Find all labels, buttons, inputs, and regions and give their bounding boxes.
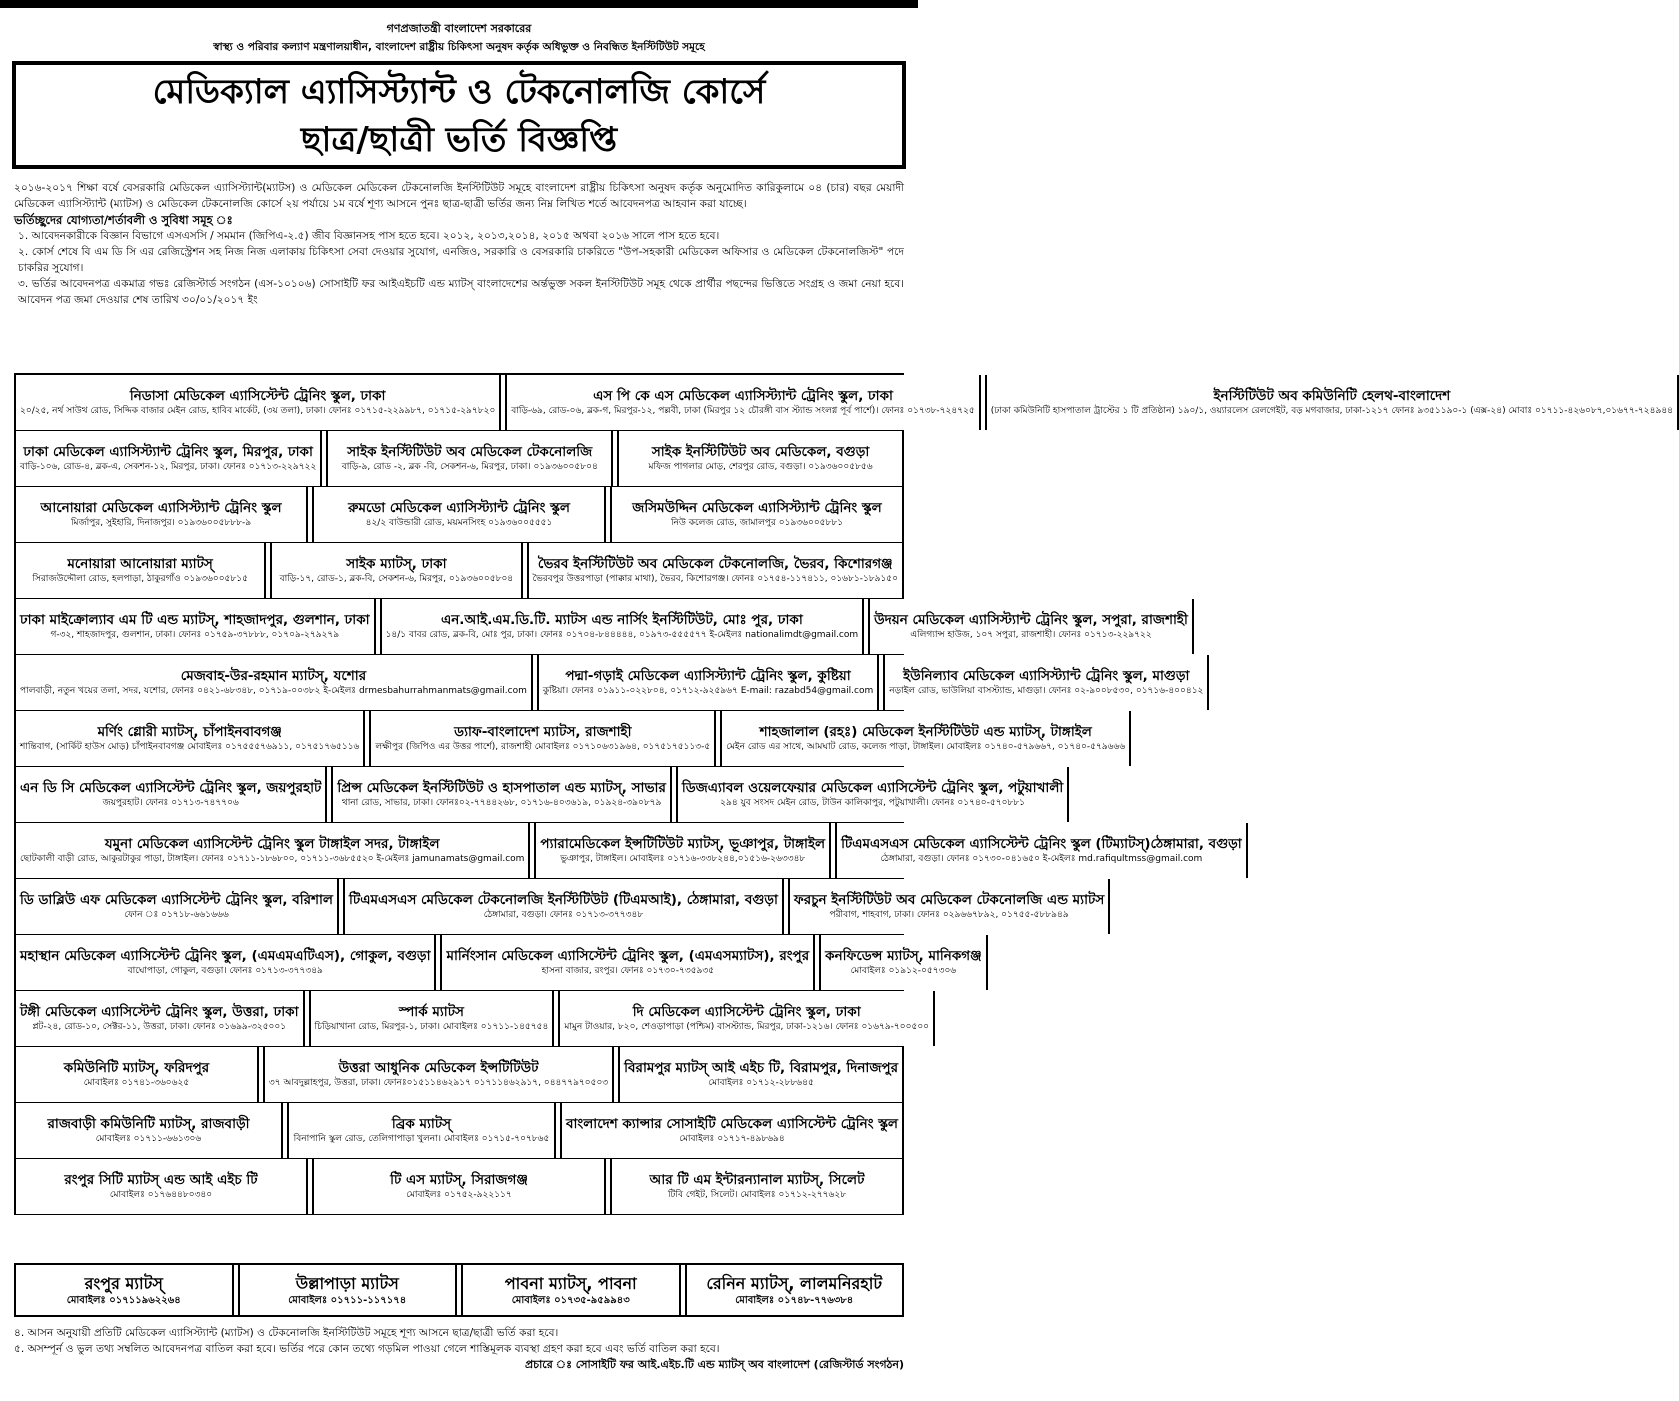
institute-cell	[534, 823, 831, 878]
institute-name: পদ্মা-গড়াই মেডিকেল এ্যাসিস্ট্যান্ট ট্রেনিং স্কুল, কুষ্টিয়া	[565, 668, 851, 684]
institute-name: আনোয়ারা মেডিকেল এ্যাসিস্ট্যান্ট ট্রেনিং স্কুল	[40, 500, 282, 516]
institute-address: ঠেঙ্গামারা, বগুড়া। ফোনঃ ০১৭৩০-০৪১৬৫০ ই-মেইলঃ md.rafiqultmss@gmail.com	[880, 854, 1203, 864]
institute-row	[14, 767, 1064, 823]
publisher-line: প্রচারে ঃ সোসাইটি ফর আই.এইচ.টি এন্ড ম্যাটস্ অব বাংলাদেশ (রেজিস্টার্ড সংগঠন)	[524, 1358, 904, 1371]
condition-3: ৩. ভর্তির আবেদনপত্র একমাত্র গভঃ রেজিস্টার্ড সংগঠন (এস-১০১০৬) সোসাইটি ফর আইএইচটি এন্ড ম্যাটস্ বাংলাদেশের অর্ন্তভুক্ত সকল ইনস্টিটিউট সমূহ থেকে প্রার্থীর পছন্দের ভিত্তিতে সংগ্রহ ও জমা নেয়া হবে। আবেদন পত্র জমা দেওয়ার শেষ তারিখ ৩০/০১/২০১৭ ইং	[18, 278, 904, 306]
institute-cell	[685, 1265, 905, 1315]
institute-name: টিএমএসএস মেডিকেল টেকনোলজি ইনস্টিটিউট (টিএমআই), ঠেঙ্গামারা, বগুড়া	[349, 892, 778, 908]
institute-address: মেইন রোড এর সাথে, আমঘাট রোড, কলেজ পাড়া, টাঙ্গাইল। মোবাইলঃ ০১৭৪০-৫৭৯৬৬৭, ০১৭৪০-৫৭৯৬৬৬	[726, 742, 1126, 752]
institute-name: কমিউনিটি ম্যাটস্, ফরিদপুর	[63, 1060, 210, 1076]
institute-cell	[537, 655, 879, 710]
institute-row	[14, 823, 1242, 879]
institute-cell	[312, 1159, 606, 1214]
institute-name: ঢাকা মেডিকেল এ্যাসিস্ট্যান্ট ট্রেনিং স্কুল, মিরপুর, ঢাকা	[23, 444, 313, 460]
institute-address: বাড়ি-৯, রোড -২, ব্লক -বি, সেকশন-৬, মিরপুর, ঢাকা। ০১৯৩৬০০৫৮০৪	[341, 462, 598, 472]
institute-name: ইনস্টিটিউট অব কমিউনিটি হেলথ-বাংলাদেশ	[1213, 388, 1451, 404]
institute-name: রেনিন ম্যাটস্, লালমনিরহাট	[706, 1274, 883, 1293]
institute-address: মির্জাপুর, সুইহারি, দিনাজপুর। ০১৯৩৬০০৫৮৮৮-৯	[70, 518, 252, 528]
institute-name: এন.আই.এম.ডি.টি. ম্যাটস এন্ড নার্সিং ইনস্টিটিউট, মোঃ পুর, ঢাকা	[440, 612, 803, 628]
intro-paragraph: ২০১৬-২০১৭ শিক্ষা বর্ষে বেসরকারি মেডিকেল এ্যাসিস্ট্যান্ট(ম্যাটস) ও মেডিকেল মেডিকেল টেকনোলজি ইনস্টিটিউট সমূহে বাংলাদেশ রাষ্ট্রীয় চিকিৎসা অনুষদ কর্তৃক অনুমোদিত কারিকুলামে ০৪ (চার) বছর মেয়াদী মেডিকেল এ্যাসিস্ট্যান্ট (ম্যাটস) ও মেডিকেল টেকনোলজি কোর্সে ২য় পর্যায়ে ১ম বর্ষে শূণ্য আসনে পুনঃ ছাত্র-ছাত্রী ভর্তির জন্য নিম্ন লিখিত শর্তে আবেদনপত্র আহবান করা যাচ্ছে।	[14, 182, 904, 210]
institute-name: উদয়ন মেডিকেল এ্যাসিস্ট্যান্ট ট্রেনিং স্কুল, সপুরা, রাজশাহী	[874, 612, 1188, 628]
institute-address: মফিজ পাগলার মোড়, শেরপুর রোড, বগুড়া। ০১৯৩৬০০৫৮৫৬	[648, 462, 873, 472]
institute-cell	[312, 487, 606, 542]
title-line-2: ছাত্র/ছাত্রী ভর্তি বিজ্ঞপ্তি	[300, 120, 618, 160]
institute-address: মোবাইলঃ ০১৭১২-২৮৮৬৪৫	[708, 1078, 814, 1088]
institute-address: থানা রোড, সাভার, ঢাকা। ফোনঃ০২-৭৭৪৪২৬৮, ০১৭১৬-৪০৩৬১৯, ০১৯২৪-৩৯০৮৭৯	[341, 798, 662, 808]
institute-address: ৩৭ আবদুল্লাহপুর, উত্তরা, ঢাকা। ফোনঃ০১৫১১৪৬২৯১৭ ০১৭১১৪৬২৯১৭, ০৪৪৭৭৯৭০৫০৩	[268, 1078, 609, 1088]
institute-name: আর টি এম ইন্টারন্যানাল ম্যাটস্, সিলেট	[649, 1172, 865, 1188]
institute-name: সাইক ইনস্টিটিউট অব মেডিকেল, বগুড়া	[651, 444, 870, 460]
institute-cell	[618, 1047, 904, 1102]
institute-cell	[14, 543, 266, 598]
institute-name: টঙ্গী মেডিকেল এ্যাসিস্টেন্ট ট্রেনিং স্কুল, উত্তরা, ঢাকা	[20, 1004, 299, 1020]
institute-name: প্রিন্স মেডিকেল ইনস্টিটিউট ও হাসপাতাল এন্ড ম্যাটস্, সাভার	[337, 780, 666, 796]
institute-address: বাড়ি-১০৬, রোড-৪, ব্লক-এ, সেকশন-১২, মিরপুর, ঢাকা। ফোনঃ ০১৭১৩-২২৯৭২২	[20, 462, 317, 472]
institute-cell	[14, 935, 436, 990]
institute-address: বিনাপানি স্কুল রোড, তেলিগাপাড়া খুলনা। মোবাইলঃ ০১৭১৫-৭০৭৮৬৫	[293, 1134, 550, 1144]
institute-name: ব্রিক ম্যাটস্	[391, 1116, 452, 1132]
institute-address: নড়াইল রোড, ভাউলিয়া বাসস্ট্যান্ড, মাগুড়া। ফোনঃ ০২-৯০০৮৫৩০, ০১৭১৬-৪০০৪১২	[889, 686, 1204, 696]
institute-address: গ-৩২, শাহজাদপুর, গুলশান, ঢাকা। ফোনঃ ০১৭৫৯-৩৭৮৮৮, ০১৭০৯-২৭৯২৭৯	[50, 630, 340, 640]
institute-name: সাইক ম্যাটস্, ঢাকা	[346, 556, 447, 572]
institute-cell	[610, 487, 904, 542]
institute-name: মহাস্থান মেডিকেল এ্যাসিস্টেন্ট ট্রেনিং স্কুল, (এমএমএটিএস), গোকুল, বগুড়া	[20, 948, 431, 964]
institute-name: বাংলাদেশ ক্যান্সার সোসাইটি মেডিকেল এ্যাসিস্টেন্ট ট্রেনিং স্কুল	[566, 1116, 898, 1132]
institute-address: হাসনা বাজার, রংপুর। ফোনঃ ০১৭৩০-৭৩৫৯৩৫	[541, 966, 715, 976]
institute-cell	[263, 1047, 614, 1102]
condition-2: ২. কোর্স শেষে বি এম ডি সি এর রেজিস্ট্রেশন সহ নিজ নিজ এলাকায় চিকিৎসা সেবা দেওয়ার সুযোগ, এনজিও, সরকারি ও বেসরকারি চাকরিতে "উপ-সহকারী মেডিকেল অফিসার ও মেডিকেল টেকনোলজিস্ট" পদে চাকরির সুযোগ।	[18, 246, 904, 274]
institute-name: জসিমউদ্দিন মেডিকেল এ্যাসিস্ট্যান্ট ট্রেনিং স্কুল	[632, 500, 882, 516]
institute-name: টি এস ম্যাটস্, সিরাজগঞ্জ	[390, 1172, 528, 1188]
institute-name: ডি ডাব্লিউ এফ মেডিকেল এ্যাসিস্টেন্ট ট্রেনিং স্কুল, বরিশাল	[20, 892, 333, 908]
institute-address: ৪২/২ বাউন্ডারী রোড, ময়মনসিংহ ০১৯৩৬০০৫৫৫১	[365, 518, 553, 528]
institute-address: মোবাইলঃ ০১৭১৭-৪৯৮৬৯৪	[679, 1134, 785, 1144]
ministry-line: স্বাস্থ্য ও পরিবার কল্যাণ মন্ত্রণালয়াধীন, বাংলাদেশ রাষ্ট্রীয় চিকিৎসা অনুষদ কর্তৃক অধিভুক্ত ও নিবন্ধিত ইনস্টিটিউট সমূহে	[213, 41, 705, 53]
institute-name: ড্যাফ-বাংলাদেশ ম্যাটস, রাজশাহী	[454, 724, 632, 740]
institute-cell	[331, 767, 672, 822]
institute-cell	[617, 431, 904, 486]
institute-name: উত্তরা আধুনিক মেডিকেল ইন্সটিটিউট	[338, 1060, 539, 1076]
institute-name: নিডাসা মেডিকেল এ্যাসিস্টেন্ট ট্রেনিং স্কুল, ঢাকা	[129, 388, 386, 404]
institute-name: উল্লাপাড়া ম্যাটস	[295, 1274, 399, 1293]
institute-cell	[788, 879, 1110, 934]
institute-address: মোবাইলঃ ০১৭১১-৬৬১৩০৬	[95, 1134, 202, 1144]
institute-name: দি মেডিকেল এ্যাসিস্টেন্ট ট্রেনিং স্কুল, ঢাকা	[632, 1004, 861, 1020]
footer-section	[14, 1325, 904, 1373]
institute-name: শাহজালাল (রহঃ) মেডিকেল ইনস্টিটিউট এন্ড ম্যাটস্, টাঙ্গাইল	[759, 724, 1092, 740]
institute-address: ১৪/১ বাবর রোড, ব্লক-বি, মোঃ পুর, ঢাকা। ফোনঃ ০১৭০৪-৮৪৪৪৪৪, ০১৯৭৩-৫৫৫৫৭৭ ই-মেইলঃ nationalimdt@gmail.com	[385, 630, 859, 640]
institute-address: ২০/২৫, নর্থ সাউথ রোড, সিদ্দিক বাজার মেইন রোড, হাবিব মার্কেট, (৩য় তলা), ঢাকা। ফোনঃ ০১৭১৫-২২৯৯৮৭, ০১৭১৫-২৯৭৮২০	[20, 406, 496, 416]
institute-cell	[527, 543, 905, 598]
institute-name: কনফিডেন্স ম্যাটস্, মানিকগঞ্জ	[825, 948, 982, 964]
institute-name: প্যারামেডিকেল ইন্সটিটিউট ম্যাটস্, ভূঞাপুর, টাঙ্গাইল	[540, 836, 826, 852]
institute-address: বাড়ি-৬৯, রোড-০৬, ব্লক-গ, মিরপুর-১২, পল্লবী, ঢাকা (মিরপুর ১২ চৌরঙ্গী বাস স্ট্যান্ড সংলগ্ন পূর্ব পার্শে)। ফোনঃ ০১৭৩৮-৭২৪৭২৫	[511, 406, 975, 416]
institute-address: ফোন ঃ ০১৭১৮-৬৬১৬৬৬	[124, 910, 229, 920]
institute-name: সাইক ইনস্টিটিউট অব মেডিকেল টেকনোলজি	[347, 444, 593, 460]
institute-name: ইউনিল্যাব মেডিকেল এ্যাসিস্ট্যান্ট ট্রেনিং স্কুল, মাগুড়া	[903, 668, 1190, 684]
institute-cell	[287, 1103, 556, 1158]
institute-address: মোবাইলঃ ০১৭৫২-৯২২১১৭	[406, 1190, 512, 1200]
eligibility-heading: ভর্তিচ্ছুদের যোগ্যতা/শর্তাবলী ও সুবিধা সমূহ ঃ	[14, 213, 233, 227]
institute-cell	[985, 375, 1679, 430]
institute-name: ঢাকা মাইক্রোল্যাব এম টি এন্ড ম্যাটস্, শাহজাদপুর, গুলশান, ঢাকা	[20, 612, 370, 628]
institute-address: পালবাড়ী, নতুন খয়ের তলা, সদর, যশোর, ফোনঃ ০৪২১-৬৮৩৪৮, ০১৭১৯-০০৩৮২ ই-মেইলঃ drmesbahurrahmanmats@gmail.com	[20, 686, 527, 696]
institute-row	[14, 1103, 904, 1159]
institute-name: ডিজএ্যাবল ওয়েলফেয়ার মেডিকেল এ্যাসিস্টেন্ট ট্রেনিং স্কুল, পটুয়াখালী	[681, 780, 1064, 796]
institute-name: বিরামপুর ম্যাটস্ আই এইচ টি, বিরামপুর, দিনাজপুর	[624, 1060, 898, 1076]
institute-address: এলিগ্যান্স হাউজ, ১০৭ সপুরা, রাজশাহী। ফোনঃ ০১৭১৩-২২৯৭২২	[910, 630, 1152, 640]
institute-address: শান্তিবাগ, (সার্কিট হাউস মোড়) চাঁপাইনবাবগঞ্জ মোবাইলঃ ০১৭৫৫৫৭৬৯১১, ০১৭৫১৭৬৫১১৬	[20, 742, 360, 752]
institute-address: পরীবাগ, শাহবাগ, ঢাকা। ফোনঃ ০২৯৬৬৭৮৯২, ০১৭৫৫-৫৮৮৯৪৯	[829, 910, 1069, 920]
institute-address: নিউ কলেজ রোড, জামালপুর ০১৯৩৬০০৫৮৮১	[670, 518, 844, 528]
institute-cell	[14, 879, 339, 934]
government-line: গণপ্রজাতন্ত্রী বাংলাদেশ সরকারের	[386, 22, 532, 35]
institute-cell	[14, 1047, 259, 1102]
institute-address: মোবাইলঃ ০১৭৪১-৩৬০৬২৫	[83, 1078, 190, 1088]
institute-name: মেজবাহ-উর-রহমান ম্যাটস্, যশোর	[180, 668, 367, 684]
institute-cell	[369, 711, 716, 766]
institute-cell	[380, 599, 865, 654]
institute-cell	[326, 431, 613, 486]
institute-address: ভৈরবপুর উত্তরপাড়া (পাক্কার মাথা), ভৈরব, কিশোরগঞ্জ। ফোনঃ ০১৭৫৪-১১৭৪১১, ০১৬৮১-১৮৯১৫০	[532, 574, 898, 584]
institute-address: মোবাইলঃ ০১৭৪৮-৭৭৬৩৮৪	[735, 1295, 854, 1306]
institute-address: (ঢাকা কমিউনিটি হাসপাতাল ট্রাস্টের ১ টি প্রতিষ্ঠান) ১৯০/১, ওয়্যারলেস রেলগেইট, বড় মগবাজার, ঢাকা-১২১৭ ফোনঃ ৯৩৫১১৯০-১ (এক্স-২৪) মোবাঃ ০১৭১১-৪২৬০৮৭,০১৬৭৭-৭২৪৯৪৪	[990, 406, 1673, 416]
institute-cell	[868, 599, 1194, 654]
institute-row	[14, 431, 904, 487]
institute-cell	[14, 487, 308, 542]
institute-address: ভুঞাপুর, টাঙ্গাইল। মোবাইলঃ ০১৭১৬-৩৩৮২৪৪,০১৫১৬-২৬৩৩৪৮	[560, 854, 806, 864]
institute-cell	[676, 767, 1069, 822]
institute-row	[14, 655, 1204, 711]
condition-4: ৪. আসন অনুযায়ী প্রতিটি মেডিকেল এ্যাসিস্ট্যান্ট (ম্যাটস) ও টেকনোলজি ইনস্টিটিউট সমূহে শূণ্য আসনে ছাত্র/ছাত্রী ভর্তি করা হবে।	[14, 1327, 559, 1339]
institute-cell	[238, 1265, 458, 1315]
institute-cell	[14, 711, 365, 766]
institute-address: লক্ষীপুর (জিপিও এর উত্তর পার্শে), রাজশাহী মোবাইলঃ ০১৭১০৬৩১৯৬৪, ০১৭৫১৭৫১১৩-৫	[375, 742, 711, 752]
institute-cell	[270, 543, 522, 598]
institute-address: টিবি গেইট, সিলেট। মোবাইলঃ ০১৭১২-২৭৭৬২৮	[667, 1190, 847, 1200]
institute-name: পাবনা ম্যাটস্, পাবনা	[504, 1274, 637, 1293]
institute-row	[14, 543, 904, 599]
top-strip	[0, 0, 918, 8]
institute-address: ঠেঙ্গামারা, বগুড়া। ফোনঃ ০১৭১৩-৩৭৭৩৪৮	[483, 910, 644, 920]
institute-name: এন ডি সি মেডিকেল এ্যাসিস্টেন্ট ট্রেনিং স্কুল, জয়পুরহাট	[20, 780, 322, 796]
institute-row	[14, 991, 930, 1047]
institute-cell	[440, 935, 815, 990]
institute-row	[14, 1047, 904, 1103]
institute-cell	[720, 711, 1131, 766]
institute-cell	[819, 935, 988, 990]
institute-name: মর্ণিং গ্লোরী ম্যাটস্, চাঁপাইনবাবগঞ্জ	[97, 724, 282, 740]
institute-address: প্লট-২৪, রোড-১০, সেক্টর-১১, উত্তরা, ঢাকা। ফোনঃ ০১৬৯৯-৩২৫০০১	[32, 1022, 287, 1032]
institute-name: এস পি কে এস মেডিকেল এ্যাসিস্ট্যান্ট ট্রেনিং স্কুল, ঢাকা	[593, 388, 893, 404]
institute-last-row	[14, 1263, 904, 1317]
title-line-1: মেডিক্যাল এ্যাসিস্ট্যান্ট ও টেকনোলজি কোর্সে	[152, 72, 766, 112]
institute-cell	[309, 991, 555, 1046]
institute-row	[14, 599, 1188, 655]
institute-address: জয়পুরহাট। ফোনঃ ০১৭১৩-৭৪৭৭০৬	[102, 798, 239, 808]
institute-address: কুষ্টিয়া। ফোনঃ ০১৯১১-০২২৮০৪, ০১৭১২-৯২৫৯৬৭ E-mail: razabd54@gmail.com	[542, 686, 874, 696]
institute-cell	[14, 431, 322, 486]
institute-row	[14, 373, 1673, 431]
institute-cell	[835, 823, 1248, 878]
institute-cell	[343, 879, 784, 934]
institute-cell	[560, 1103, 904, 1158]
institute-address: চিড়িয়াখানা রোড, মিরপুর-১, ঢাকা। মোবাইলঃ ০১৭১১-১৪৫৭৫৪	[314, 1022, 549, 1032]
institute-name: টিএমএসএস মেডিকেল এ্যাসিস্টেন্ট ট্রেনিং স্কুল (টিম্যাটস্)ঠেঙ্গামারা, বগুড়া	[841, 836, 1242, 852]
institute-cell	[461, 1265, 681, 1315]
institute-name: মার্নিংসান মেডিকেল এ্যাসিস্টেন্ট ট্রেনিং স্কুল, (এমএসম্যাটস), রংপুর	[446, 948, 810, 964]
institute-row	[14, 1159, 904, 1215]
institute-row	[14, 487, 904, 543]
institute-address: মোবাইলঃ ০১৭১১৯৬২২৬৪	[66, 1295, 181, 1306]
institute-cell	[14, 655, 533, 710]
institute-cell	[14, 991, 305, 1046]
institute-address: ২৯৪ যুব সংসদ মেইন রোড, টাউন কালিকাপুর, পটুয়াখালী। ফোনঃ ০১৭৪০-৫৭০৮৮১	[720, 798, 1025, 808]
institute-name: রংপুর ম্যাটস্	[84, 1274, 163, 1293]
condition-5: ৫. অসম্পূর্ন ও ভুল তথ্য সম্বলিত আবেদনপত্র বাতিল করা হবে। ভর্তির পরে কোন তথ্যে গড়মিল পাওয়া গেলে শাস্তিমূলক ব্যবস্থা গ্রহণ করা হবে এবং ভর্তি বাতিল করা হবে।	[14, 1343, 720, 1355]
institute-row	[14, 935, 982, 991]
institute-name: মনোয়ারা আনোয়ারা ম্যাটস্	[67, 556, 213, 572]
institute-cell	[14, 1265, 234, 1315]
institute-cell	[14, 823, 530, 878]
institute-name: ফরচুন ইনস্টিটিউট অব মেডিকেল টেকনোলজি এন্ড ম্যাটস	[793, 892, 1105, 908]
institute-cell	[883, 655, 1209, 710]
institute-address: মোবাইলঃ ০১৭১১-১১৭১৭৪	[288, 1295, 407, 1306]
institute-row	[14, 711, 1126, 767]
institute-cell	[14, 767, 327, 822]
institute-address: বাঘোপাড়া, গোকুল, বগুড়া। ফোনঃ ০১৭১৩-৩৭৭৩৪৯	[127, 966, 323, 976]
institute-name: স্পার্ক ম্যাটস	[398, 1004, 464, 1020]
institute-cell	[14, 1103, 283, 1158]
institute-address: মোবাইলঃ ০১৯১২-০৫৭৩০৬	[850, 966, 957, 976]
institute-cell	[14, 375, 501, 430]
title-box	[12, 61, 906, 169]
institute-cell	[14, 1159, 308, 1214]
institute-name: যমুনা মেডিকেল এ্যাসিস্টেন্ট ট্রেনিং স্কুল টাঙ্গাইল সদর, টাঙ্গাইল	[104, 836, 440, 852]
institute-address: মোবাইলঃ ০১৭৩৫-৯৫৯৯৪৩	[511, 1295, 630, 1306]
institute-address: সিরাজউদ্দৌলা রোড, হলপাড়া, ঠাকুরগাঁও ০১৯৩৬০০৫৮১৫	[32, 574, 248, 584]
institute-cell	[14, 599, 376, 654]
institute-cell	[505, 375, 980, 430]
institute-address: মোবাইলঃ ০১৭৬৪৪৮০৩৪০	[109, 1190, 213, 1200]
institute-address: বাড়ি-১৭, রোড-১, ব্লক-বি, সেকশন-৬, মিরপুর, ০১৯৩৬০০৫৮০৪	[279, 574, 514, 584]
institute-grid	[14, 373, 1673, 1215]
institute-name: রুমডো মেডিকেল এ্যাসিস্ট্যান্ট ট্রেনিং স্কুল	[348, 500, 570, 516]
institute-address: ছোটকালী বাড়ী রোড, আকুরটাকুর পাড়া, টাঙ্গাইল। ফোনঃ ০১৭১১-১৮৬৮০০, ০১৭১১-৩৬৮৫৫২০ ই-মেইলঃ jamunamats@gmail.com	[20, 854, 525, 864]
institute-row	[14, 879, 1105, 935]
institute-cell	[558, 991, 935, 1046]
institute-name: রাজবাড়ী কমিউনিটি ম্যাটস্, রাজবাড়ী	[47, 1116, 250, 1132]
condition-1: ১. আবেদনকারীকে বিজ্ঞান বিভাগে এসএসসি / সমমান (জিপিএ-২.৫) জীব বিজ্ঞানসহ পাস হতে হবে। ২০১২, ২০১৩,২০১৪, ২০১৫ অথবা ২০১৬ সালে পাস হতে হবে।	[18, 230, 720, 242]
institute-address: মামুন টাওয়ার, ৮২০, শেওড়াপাড়া (পশ্চিম) বাসস্ট্যান্ড, মিরপুর, ঢাকা-১২১৬। ফোনঃ ০১৬৭৯-৭০০৫০০	[564, 1022, 930, 1032]
institute-name: রংপুর সিটি ম্যাটস্ এন্ড আই এইচ টি	[64, 1172, 258, 1188]
intro-section	[14, 180, 904, 308]
institute-cell	[610, 1159, 904, 1214]
institute-name: ভৈরব ইনস্টিটিউট অব মেডিকেল টেকনোলজি, ভৈরব, কিশোরগঞ্জ	[537, 556, 893, 572]
